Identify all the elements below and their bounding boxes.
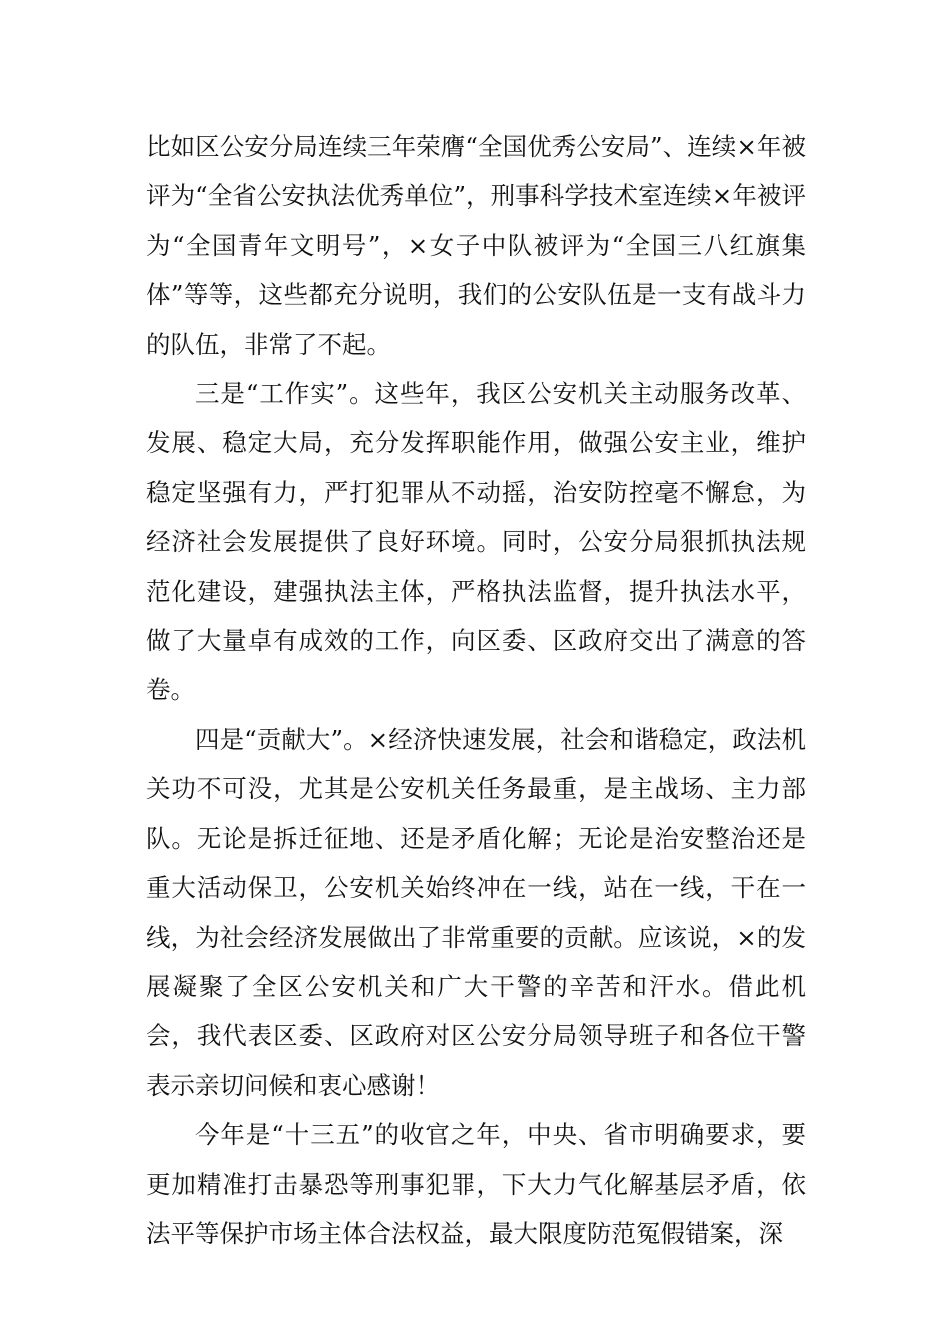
document-page [146, 122, 806, 1258]
paragraph-work-solid: 三是“工作实”。这些年，我区公安机关主动服务改革、发展、稳定大局，充分发挥职能作用，做强公安主业，维护稳定坚强有力，严打犯罪从不动摇，治安防控毫不懈怠，为经济社会发展提供了良好环境。同时，公安分局狠抓执法规范化建设，建强执法主体，严格执法监督，提升执法水平，做了大量卓有成效的工作，向区委、区政府交出了满意的答卷。 [146, 379, 806, 705]
paragraph-this-year: 今年是“十三五”的收官之年，中央、省市明确要求，要更加精准打击暴恐等刑事犯罪，下大力气化解基层矛盾，依法平等保护市场主体合法权益，最大限度防范冤假错案，深 [146, 1120, 806, 1248]
paragraph-continuation: 比如区公安分局连续三年荣膺“全国优秀公安局”、连续×年被评为“全省公安执法优秀单位”，刑事科学技术室连续×年被评为“全国青年文明号”，×女子中队被评为“全国三八红旗集体”等等，这些都充分说明，我们的公安队伍是一支有战斗力的队伍，非常了不起。 [146, 132, 806, 359]
paragraph-contribution: 四是“贡献大”。×经济快速发展，社会和谐稳定，政法机关功不可没，尤其是公安机关任务最重，是主战场、主力部队。无论是拆迁征地、还是矛盾化解；无论是治安整治还是重大活动保卫，公安机关始终冲在一线，站在一线，干在一线，为社会经济发展做出了非常重要的贡献。应该说，×的发展凝聚了全区公安机关和广大干警的辛苦和汗水。借此机会，我代表区委、区政府对区公安分局领导班子和各位干警表示亲切问候和衷心感谢！ [146, 724, 806, 1100]
